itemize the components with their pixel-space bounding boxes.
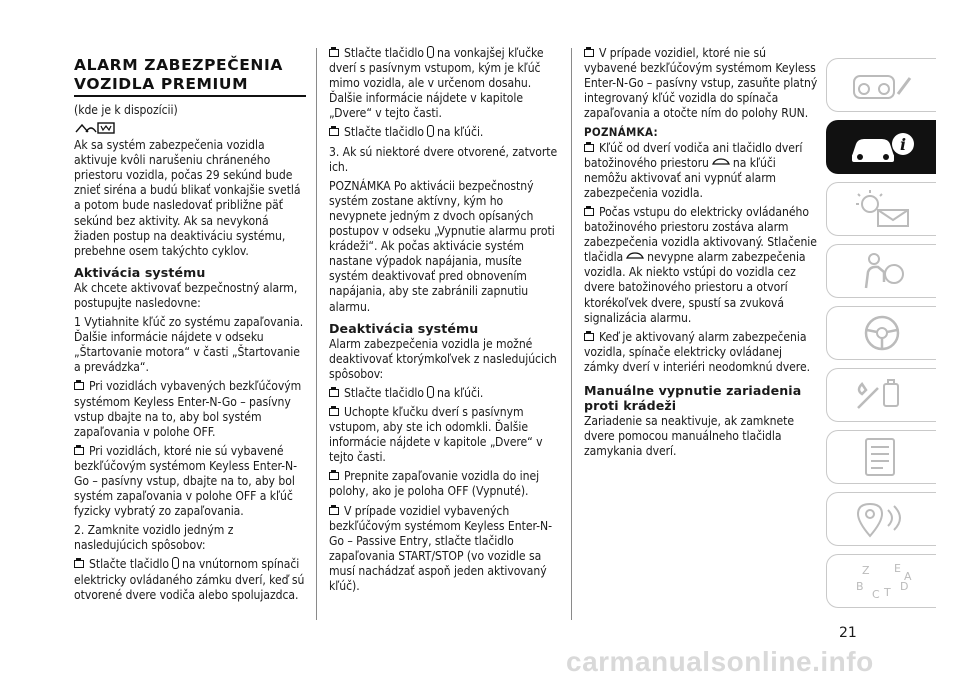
bullet-icon <box>74 382 84 390</box>
bullet-text: Uchopte kľučku dverí s pasívnym vstupom, aby ste ich odomkli. Ďalšie informácie nájdete v kapitole „Dvere“ v tejto časti. <box>329 404 543 465</box>
bullet-icon <box>74 447 84 455</box>
bullet-integrated-key <box>584 46 819 121</box>
bullet-text-cont: na vnútornom spínači elektricky ovládaného zámku dverí, keď sú otvorené dvere vodiča alebo spolujazdca. <box>74 557 305 602</box>
section-title <box>74 56 306 94</box>
trunk-button-icon <box>626 251 644 261</box>
tab-service-tools[interactable] <box>826 368 936 422</box>
tab-steering-wheel[interactable] <box>826 306 936 360</box>
bullet-text: Pri vozidlách, ktoré nie sú vybavené bezkľúčovým systémom Keyless Enter-N-Go – pasívny vstup, dbajte na to, aby bol systém zapaľovania v polohe OFF a kľúč fyzicky vybratý zo zapaľovania. <box>74 443 297 519</box>
tab-index[interactable] <box>826 554 936 608</box>
bullet-text: V prípade vozidiel, ktoré nie sú vybavené bezkľúčovým systémom Keyless Enter-N-Go – pasívny vstup, zasuňte platný integrovaný kľúč vozidla do spínača zapaľovania a otočte ním do polohy RUN. <box>584 46 818 121</box>
title-line-2: VOZIDLA PREMIUM <box>74 75 249 93</box>
note-item-2 <box>584 205 819 326</box>
bullet-icon <box>329 472 339 480</box>
trunk-button-icon <box>712 157 730 167</box>
steering-wheel-icon <box>848 312 916 354</box>
bullet-text-cont: na kľúči. <box>437 125 484 140</box>
navigation-media-icon <box>848 498 916 540</box>
title-rule <box>74 95 306 97</box>
car-dashboard-icon <box>848 64 916 106</box>
bullet-icon <box>329 408 339 416</box>
bullet-interior-lock <box>74 557 306 602</box>
bullet-keyless <box>74 379 306 439</box>
column-divider <box>571 48 572 620</box>
column-left <box>74 56 306 607</box>
bullet-text: Stlačte tlačidlo <box>344 125 425 140</box>
index-letters-icon <box>848 560 916 602</box>
lock-button-icon <box>427 125 434 137</box>
note-item-1 <box>584 141 819 201</box>
tab-car-dashboard[interactable] <box>826 58 936 112</box>
bullet-key-fob-lock <box>329 125 563 140</box>
bullet-icon <box>329 128 339 136</box>
bullet-icon <box>74 560 84 568</box>
bullet-text-cont: na kľúči nemôžu aktivovať ani vypnúť alarm zabezpečenia vozidla. <box>584 155 776 200</box>
manual-paragraph: Zariadenie sa neaktivuje, ak zamknete dvere pomocou manuálneho tlačidla zamykania dverí. <box>584 413 794 459</box>
heading-activation: Aktivácia systému <box>74 264 206 280</box>
index-letter: T <box>883 586 891 599</box>
page-number: 21 <box>839 625 857 641</box>
step-1: 1 Vytiahnite kľúč zo systému zapaľovania. Ďalšie informácie nájdete v odseku „Štartovanie motora“ v časti „Štartovanie a prevádzka“. <box>74 315 304 375</box>
warning-lights-icon <box>848 188 916 230</box>
bullet-text-cont: nevypne alarm zabezpečenia vozidla. Ak niekto vstúpi do vozidla cez dvere batožinového priestoru a otvorí ktorékoľvek dvere, spustí sa zvuková signalizácia alarmu. <box>584 250 806 325</box>
bullet-text: Pri vozidlách vybavených bezkľúčovým systémom Keyless Enter-N-Go – pasívny vstup dbajte na to, aby bol systém zapaľovania v polohe OFF. <box>74 379 302 439</box>
column-middle <box>329 46 563 598</box>
note-title: POZNÁMKA: <box>584 125 658 140</box>
availability-note: (kde je k dispozícii) <box>74 103 178 117</box>
intro-paragraph: Ak sa systém zabezpečenia vozidla aktivuje kvôli narušeniu chráneného priestoru vozidla, počas 29 sekúnd bude znieť siréna a budú blikať vonkajšie svetlá a potom bude nasledovať približne päť sekúnd bez aktivity. Ak sa nevykoná žiaden postup na deaktiváciu systému, prebehne osem takýchto cyklov. <box>74 138 301 258</box>
chapter-tabs <box>826 58 936 616</box>
note-item-3 <box>584 330 819 375</box>
bullet-icon <box>584 208 594 216</box>
bullet-key-fob-unlock <box>329 386 563 401</box>
bullet-ignition <box>329 469 563 499</box>
bullet-text: Stlačte tlačidlo <box>89 557 170 572</box>
index-letter: A <box>903 570 912 583</box>
watermark: carmanualsonline.info <box>566 646 874 677</box>
bullet-text: Prepnite zapaľovanie vozidla do inej polohy, ako je poloha OFF (Vypnuté). <box>329 469 540 499</box>
tab-airbag-safety[interactable] <box>826 244 936 298</box>
bullet-door-handle <box>329 46 563 121</box>
note-paragraph: POZNÁMKA Po aktivácii bezpečnostný systém zostane aktívny, kým ho nevypnete jedným z dvoch opísaných postupov v odseku „Vypnutie alarmu proti krádeži“. Ak počas aktivácie systém nastane výpadok napájania, musíte systém deaktivovať pred obnovením napájania, aby ste zabránili zapnutiu alarmu. <box>329 178 555 314</box>
svg-text:i: i <box>899 135 906 154</box>
index-letter: D <box>899 580 908 593</box>
heading-manual-deactivation: Manuálne vypnutie zariadenia proti krádeži <box>584 382 802 413</box>
tab-warning-lights[interactable] <box>826 182 936 236</box>
airbag-safety-icon <box>848 250 916 292</box>
tab-navigation-media[interactable] <box>826 492 936 546</box>
bullet-text: Keď je aktivovaný alarm zabezpečenia vozidla, spínače elektricky ovládanej zámky dverí v interiéri neodomknú dvere. <box>584 329 810 374</box>
bullet-text: V prípade vozidiel vybavených bezkľúčovým systémom Keyless Enter-N-Go – Passive Entry, stlačte tlačidlo zapaľovania START/STOP (vo vozidle sa musí nachádzať aspoň jeden aktivovaný kľúč). <box>329 503 552 593</box>
bullet-icon <box>329 389 339 397</box>
heading-deactivation: Deaktivácia systému <box>329 320 479 336</box>
bullet-icon <box>584 333 594 341</box>
bullet-icon <box>329 49 339 57</box>
bullet-text: Stlačte tlačidlo <box>344 385 425 400</box>
lock-button-icon <box>427 46 434 58</box>
bullet-text: Počas vstupu do elektricky ovládaného batožinového priestoru zostáva alarm zabezpečenia vozidla aktivovaný. Stlačenie tlačidla <box>584 204 817 265</box>
bullet-start-stop <box>329 504 563 595</box>
index-letter: Z <box>861 564 870 577</box>
bullet-text: Kľúč od dverí vodiča ani tlačidlo dverí batožinového priestoru <box>584 140 803 170</box>
lock-button-icon <box>172 557 179 569</box>
car-info-icon <box>848 126 916 168</box>
tab-car-info[interactable] <box>826 120 936 174</box>
unlock-button-icon <box>427 386 434 398</box>
tab-maintenance-list[interactable] <box>826 430 936 484</box>
index-letter: B <box>855 580 864 593</box>
column-right <box>584 46 819 463</box>
bullet-grab-handle <box>329 405 563 465</box>
bullet-icon <box>584 144 594 152</box>
step-2: 2. Zamknite vozidlo jedným z nasledujúcich spôsobov: <box>74 523 234 553</box>
bullet-text: Stlačte tlačidlo <box>344 46 425 60</box>
title-line-1: ALARM ZABEZPEČENIA <box>74 56 283 74</box>
bullet-non-keyless <box>74 444 306 519</box>
index-letter: E <box>893 562 901 575</box>
column-divider <box>316 48 317 620</box>
index-letter: C <box>871 588 880 601</box>
maintenance-list-icon <box>848 436 916 478</box>
service-tools-icon <box>848 374 916 416</box>
bullet-text-cont: na vonkajšej kľučke dverí s pasívnym vstupom, kým je kľúč mimo vozidla, ale v určenom dosahu. Ďalšie informácie nájdete v kapitole „Dvere“ v tejto časti. <box>329 46 544 121</box>
bullet-text-cont: na kľúči. <box>437 385 484 400</box>
step-3: 3. Ak sú niektoré dvere otvorené, zatvorte ich. <box>329 144 558 174</box>
activation-intro: Ak chcete aktivovať bezpečnostný alarm, postupujte nasledovne: <box>74 280 298 310</box>
deactivation-intro: Alarm zabezpečenia vozidla je možné deaktivovať ktorýmkoľvek z nasledujúcich spôsobov: <box>329 336 557 381</box>
bullet-icon <box>329 507 339 515</box>
premium-badge-icon <box>74 121 306 135</box>
bullet-icon <box>584 49 594 57</box>
